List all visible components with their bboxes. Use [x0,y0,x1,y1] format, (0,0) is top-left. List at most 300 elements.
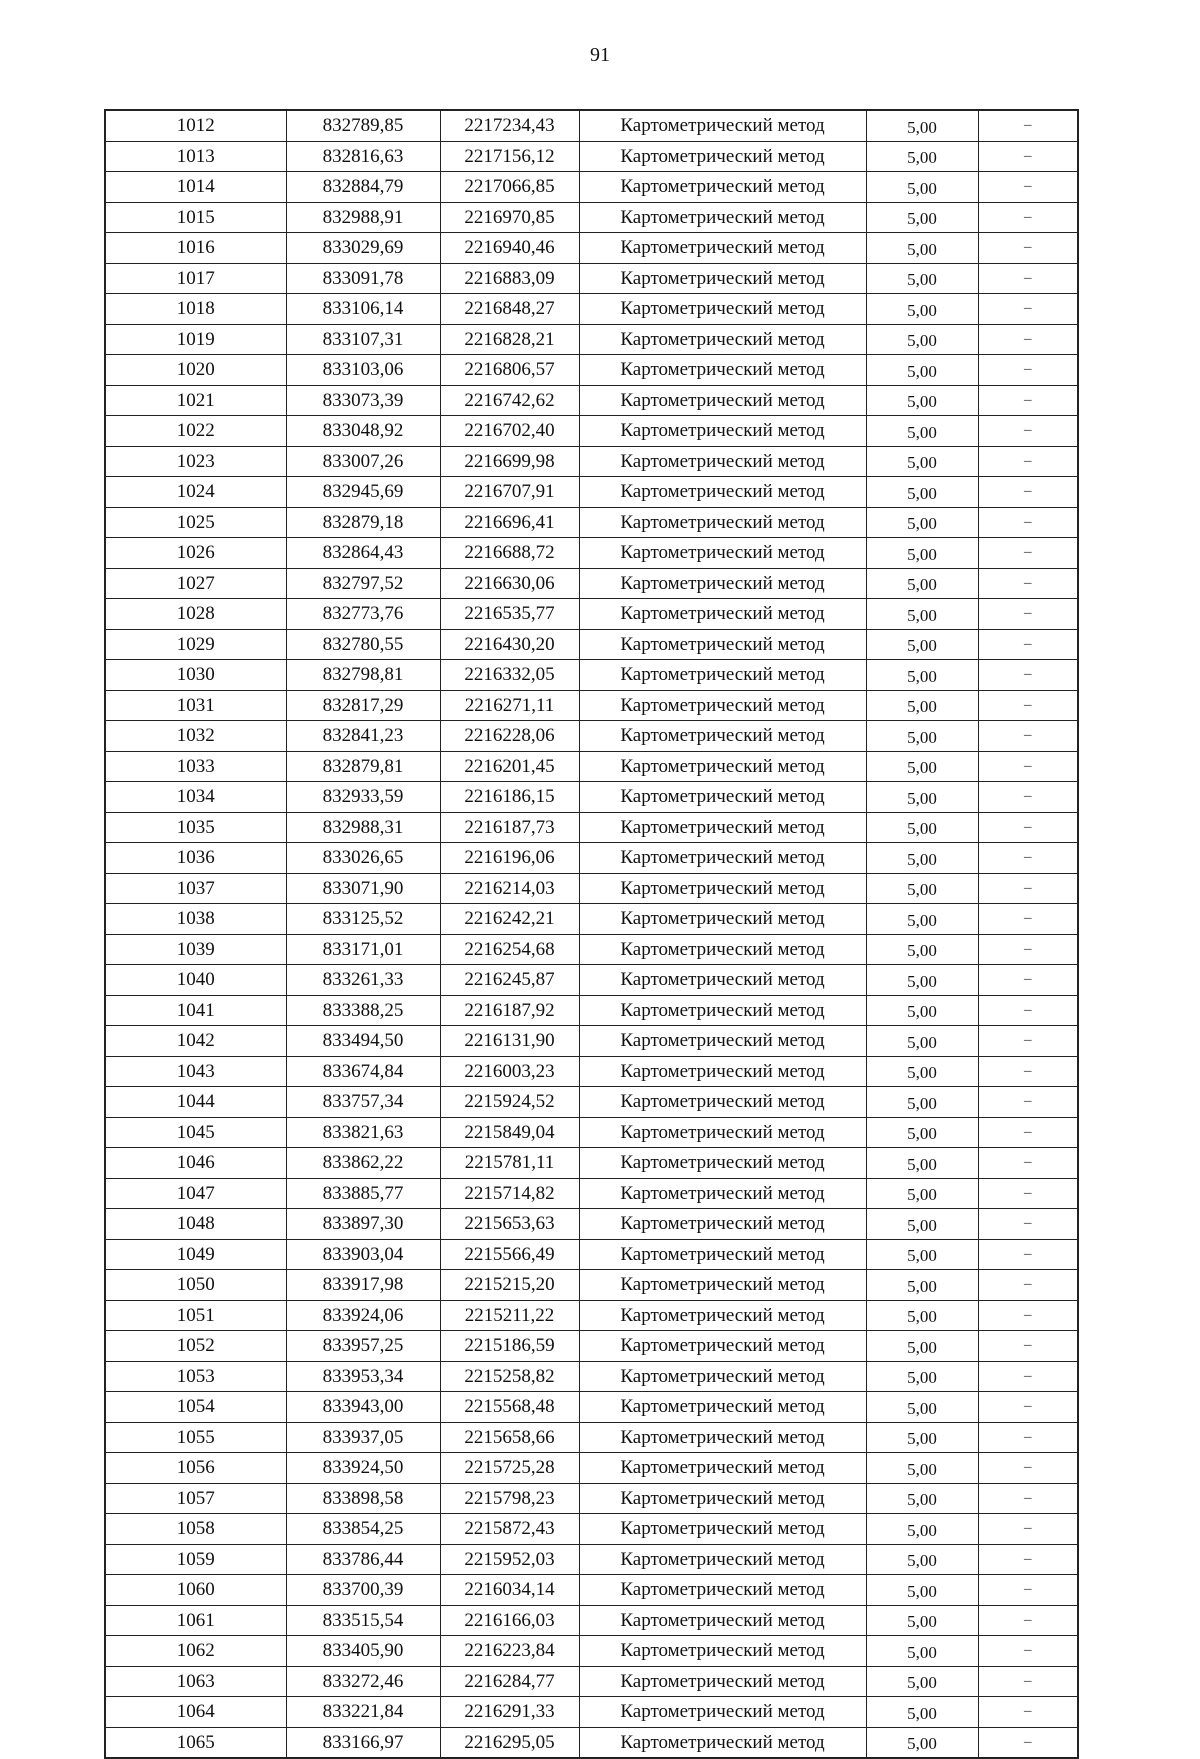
cell-precision: 5,00 [866,507,978,538]
cell-note: – [978,1422,1078,1453]
cell-method: Картометрический метод [579,110,866,141]
cell-coord-x: 833943,00 [286,1392,440,1423]
cell-note: – [978,1026,1078,1057]
table-row [105,110,1078,141]
cell-coord-x: 832773,76 [286,599,440,630]
table-row [105,507,1078,538]
cell-method: Картометрический метод [579,721,866,752]
table-row [105,263,1078,294]
cell-note: – [978,660,1078,691]
cell-note: – [978,110,1078,141]
table-row [105,1575,1078,1606]
cell-coord-x: 833700,39 [286,1575,440,1606]
cell-precision: 5,00 [866,1422,978,1453]
cell-point-number: 1046 [105,1148,286,1179]
cell-note: – [978,1697,1078,1728]
cell-point-number: 1017 [105,263,286,294]
cell-precision: 5,00 [866,721,978,752]
cell-method: Картометрический метод [579,1392,866,1423]
cell-precision: 5,00 [866,873,978,904]
cell-coord-x: 832798,81 [286,660,440,691]
cell-point-number: 1030 [105,660,286,691]
cell-coord-x: 833007,26 [286,446,440,477]
cell-precision: 5,00 [866,751,978,782]
cell-coord-y: 2215924,52 [440,1087,579,1118]
cell-precision: 5,00 [866,1056,978,1087]
cell-coord-y: 2216707,91 [440,477,579,508]
cell-note: – [978,233,1078,264]
cell-note: – [978,1392,1078,1423]
cell-point-number: 1057 [105,1483,286,1514]
cell-method: Картометрический метод [579,355,866,386]
cell-point-number: 1060 [105,1575,286,1606]
cell-coord-y: 2216940,46 [440,233,579,264]
cell-method: Картометрический метод [579,1727,866,1758]
table-row [105,1026,1078,1057]
cell-method: Картометрический метод [579,1026,866,1057]
cell-point-number: 1037 [105,873,286,904]
cell-method: Картометрический метод [579,568,866,599]
cell-precision: 5,00 [866,1148,978,1179]
cell-method: Картометрический метод [579,1361,866,1392]
cell-coord-y: 2217156,12 [440,141,579,172]
cell-point-number: 1027 [105,568,286,599]
cell-coord-y: 2216806,57 [440,355,579,386]
table-row [105,690,1078,721]
table-row [105,233,1078,264]
cell-precision: 5,00 [866,355,978,386]
cell-coord-x: 833898,58 [286,1483,440,1514]
table-row [105,355,1078,386]
cell-coord-x: 833957,25 [286,1331,440,1362]
cell-coord-x: 833106,14 [286,294,440,325]
cell-coord-x: 833272,46 [286,1666,440,1697]
cell-coord-y: 2215725,28 [440,1453,579,1484]
cell-method: Картометрический метод [579,294,866,325]
cell-coord-y: 2216848,27 [440,294,579,325]
cell-method: Картометрический метод [579,1270,866,1301]
cell-coord-x: 833103,06 [286,355,440,386]
cell-coord-y: 2216034,14 [440,1575,579,1606]
table-row [105,385,1078,416]
table-row [105,294,1078,325]
cell-method: Картометрический метод [579,1117,866,1148]
cell-precision: 5,00 [866,324,978,355]
cell-method: Картометрический метод [579,934,866,965]
cell-coord-x: 833515,54 [286,1605,440,1636]
cell-coord-x: 832816,63 [286,141,440,172]
cell-coord-x: 833071,90 [286,873,440,904]
cell-point-number: 1059 [105,1544,286,1575]
cell-coord-y: 2215658,66 [440,1422,579,1453]
cell-coord-y: 2216696,41 [440,507,579,538]
cell-method: Картометрический метод [579,660,866,691]
cell-precision: 5,00 [866,995,978,1026]
table-row [105,1514,1078,1545]
cell-note: – [978,1300,1078,1331]
cell-point-number: 1029 [105,629,286,660]
cell-precision: 5,00 [866,1239,978,1270]
cell-method: Картометрический метод [579,1148,866,1179]
cell-point-number: 1012 [105,110,286,141]
cell-coord-x: 833757,34 [286,1087,440,1118]
cell-method: Картометрический метод [579,385,866,416]
cell-point-number: 1025 [105,507,286,538]
cell-coord-x: 832817,29 [286,690,440,721]
cell-note: – [978,1544,1078,1575]
cell-note: – [978,324,1078,355]
cell-note: – [978,873,1078,904]
cell-method: Картометрический метод [579,416,866,447]
cell-method: Картометрический метод [579,1422,866,1453]
cell-note: – [978,1666,1078,1697]
cell-point-number: 1035 [105,812,286,843]
cell-precision: 5,00 [866,1209,978,1240]
cell-coord-y: 2215258,82 [440,1361,579,1392]
cell-note: – [978,1727,1078,1758]
cell-coord-x: 833924,06 [286,1300,440,1331]
cell-note: – [978,1453,1078,1484]
cell-coord-y: 2216242,21 [440,904,579,935]
cell-note: – [978,599,1078,630]
table-row [105,1483,1078,1514]
cell-coord-y: 2216223,84 [440,1636,579,1667]
cell-method: Картометрический метод [579,965,866,996]
cell-point-number: 1051 [105,1300,286,1331]
cell-point-number: 1034 [105,782,286,813]
cell-precision: 5,00 [866,812,978,843]
cell-precision: 5,00 [866,1361,978,1392]
cell-coord-x: 832945,69 [286,477,440,508]
cell-precision: 5,00 [866,1575,978,1606]
cell-coord-x: 833937,05 [286,1422,440,1453]
cell-point-number: 1052 [105,1331,286,1362]
cell-note: – [978,1270,1078,1301]
cell-coord-y: 2215215,20 [440,1270,579,1301]
cell-precision: 5,00 [866,1178,978,1209]
cell-method: Картометрический метод [579,1666,866,1697]
cell-point-number: 1058 [105,1514,286,1545]
cell-coord-x: 832797,52 [286,568,440,599]
table-row [105,1636,1078,1667]
table-row [105,934,1078,965]
cell-coord-x: 833166,97 [286,1727,440,1758]
cell-coord-y: 2215566,49 [440,1239,579,1270]
table-row [105,599,1078,630]
cell-coord-y: 2215781,11 [440,1148,579,1179]
cell-method: Картометрический метод [579,1605,866,1636]
cell-coord-y: 2216254,68 [440,934,579,965]
cell-coord-y: 2216970,85 [440,202,579,233]
cell-note: – [978,355,1078,386]
cell-note: – [978,1087,1078,1118]
cell-precision: 5,00 [866,416,978,447]
cell-point-number: 1050 [105,1270,286,1301]
cell-coord-y: 2216332,05 [440,660,579,691]
cell-method: Картометрический метод [579,1087,866,1118]
cell-point-number: 1015 [105,202,286,233]
cell-coord-y: 2215653,63 [440,1209,579,1240]
cell-point-number: 1032 [105,721,286,752]
table-row [105,538,1078,569]
cell-precision: 5,00 [866,934,978,965]
cell-precision: 5,00 [866,1392,978,1423]
cell-coord-y: 2216187,92 [440,995,579,1026]
cell-precision: 5,00 [866,1697,978,1728]
cell-point-number: 1021 [105,385,286,416]
cell-method: Картометрический метод [579,904,866,935]
cell-coord-y: 2216228,06 [440,721,579,752]
cell-precision: 5,00 [866,1544,978,1575]
cell-note: – [978,904,1078,935]
cell-coord-y: 2216245,87 [440,965,579,996]
cell-precision: 5,00 [866,1026,978,1057]
coordinates-table [104,109,1079,1759]
cell-note: – [978,263,1078,294]
cell-note: – [978,1178,1078,1209]
cell-precision: 5,00 [866,904,978,935]
cell-note: – [978,1148,1078,1179]
cell-method: Картометрический метод [579,324,866,355]
cell-coord-y: 2215714,82 [440,1178,579,1209]
cell-coord-y: 2216742,62 [440,385,579,416]
cell-precision: 5,00 [866,1514,978,1545]
cell-method: Картометрический метод [579,690,866,721]
cell-coord-x: 833091,78 [286,263,440,294]
table-row [105,751,1078,782]
table-row [105,629,1078,660]
cell-precision: 5,00 [866,1087,978,1118]
cell-method: Картометрический метод [579,446,866,477]
table-row [105,416,1078,447]
table-row [105,873,1078,904]
cell-method: Картометрический метод [579,1056,866,1087]
cell-note: – [978,507,1078,538]
cell-coord-x: 833171,01 [286,934,440,965]
cell-precision: 5,00 [866,233,978,264]
cell-method: Картометрический метод [579,751,866,782]
cell-point-number: 1016 [105,233,286,264]
cell-precision: 5,00 [866,1300,978,1331]
table-row [105,1727,1078,1758]
cell-coord-y: 2216271,11 [440,690,579,721]
cell-coord-y: 2216295,05 [440,1727,579,1758]
cell-coord-x: 833107,31 [286,324,440,355]
cell-precision: 5,00 [866,294,978,325]
cell-coord-x: 833221,84 [286,1697,440,1728]
cell-coord-x: 832884,79 [286,172,440,203]
table-row [105,202,1078,233]
cell-point-number: 1038 [105,904,286,935]
table-row [105,1331,1078,1362]
cell-coord-x: 832879,18 [286,507,440,538]
table-row [105,965,1078,996]
cell-point-number: 1049 [105,1239,286,1270]
cell-note: – [978,843,1078,874]
cell-precision: 5,00 [866,690,978,721]
cell-precision: 5,00 [866,110,978,141]
cell-precision: 5,00 [866,660,978,691]
cell-method: Картометрический метод [579,599,866,630]
cell-note: – [978,1056,1078,1087]
cell-point-number: 1063 [105,1666,286,1697]
cell-coord-y: 2216166,03 [440,1605,579,1636]
cell-note: – [978,965,1078,996]
cell-point-number: 1061 [105,1605,286,1636]
cell-coord-y: 2216291,33 [440,1697,579,1728]
cell-precision: 5,00 [866,202,978,233]
cell-coord-y: 2216688,72 [440,538,579,569]
cell-coord-y: 2216284,77 [440,1666,579,1697]
cell-method: Картометрический метод [579,477,866,508]
cell-note: – [978,1239,1078,1270]
cell-coord-y: 2217066,85 [440,172,579,203]
cell-coord-x: 833953,34 [286,1361,440,1392]
cell-method: Картометрический метод [579,1697,866,1728]
cell-coord-x: 832879,81 [286,751,440,782]
cell-point-number: 1048 [105,1209,286,1240]
table-row [105,1697,1078,1728]
cell-precision: 5,00 [866,141,978,172]
cell-point-number: 1064 [105,1697,286,1728]
cell-precision: 5,00 [866,1605,978,1636]
cell-coord-x: 833903,04 [286,1239,440,1270]
table-row [105,843,1078,874]
cell-coord-y: 2215798,23 [440,1483,579,1514]
cell-coord-y: 2216883,09 [440,263,579,294]
cell-note: – [978,721,1078,752]
cell-note: – [978,1209,1078,1240]
cell-method: Картометрический метод [579,1483,866,1514]
table-row [105,1422,1078,1453]
cell-note: – [978,995,1078,1026]
table-row [105,995,1078,1026]
cell-note: – [978,1483,1078,1514]
table-row [105,1239,1078,1270]
cell-note: – [978,568,1078,599]
cell-coord-y: 2216630,06 [440,568,579,599]
cell-coord-x: 832789,85 [286,110,440,141]
table-row [105,1056,1078,1087]
table-row [105,904,1078,935]
cell-precision: 5,00 [866,1453,978,1484]
cell-coord-y: 2215872,43 [440,1514,579,1545]
cell-coord-x: 832988,31 [286,812,440,843]
cell-coord-x: 833897,30 [286,1209,440,1240]
cell-coord-y: 2216535,77 [440,599,579,630]
cell-method: Картометрический метод [579,538,866,569]
cell-precision: 5,00 [866,1666,978,1697]
table-row [105,1178,1078,1209]
cell-note: – [978,629,1078,660]
cell-coord-y: 2216003,23 [440,1056,579,1087]
cell-precision: 5,00 [866,538,978,569]
cell-point-number: 1043 [105,1056,286,1087]
table-row [105,812,1078,843]
cell-note: – [978,1331,1078,1362]
cell-method: Картометрический метод [579,873,866,904]
table-row [105,1361,1078,1392]
cell-method: Картометрический метод [579,1178,866,1209]
cell-precision: 5,00 [866,965,978,996]
cell-point-number: 1047 [105,1178,286,1209]
table-row [105,1453,1078,1484]
table-row [105,660,1078,691]
cell-note: – [978,172,1078,203]
table-row [105,1270,1078,1301]
cell-point-number: 1031 [105,690,286,721]
cell-note: – [978,538,1078,569]
cell-coord-x: 833924,50 [286,1453,440,1484]
cell-note: – [978,1361,1078,1392]
cell-coord-x: 833073,39 [286,385,440,416]
cell-note: – [978,202,1078,233]
cell-coord-y: 2215186,59 [440,1331,579,1362]
cell-coord-y: 2216699,98 [440,446,579,477]
cell-point-number: 1065 [105,1727,286,1758]
cell-coord-y: 2215952,03 [440,1544,579,1575]
table-row [105,1087,1078,1118]
cell-precision: 5,00 [866,568,978,599]
cell-point-number: 1033 [105,751,286,782]
cell-precision: 5,00 [866,782,978,813]
page-number: 91 [590,44,610,66]
cell-precision: 5,00 [866,629,978,660]
cell-coord-y: 2216131,90 [440,1026,579,1057]
cell-coord-x: 832864,43 [286,538,440,569]
cell-coord-x: 833388,25 [286,995,440,1026]
cell-point-number: 1062 [105,1636,286,1667]
cell-coord-y: 2216186,15 [440,782,579,813]
cell-point-number: 1044 [105,1087,286,1118]
cell-point-number: 1042 [105,1026,286,1057]
cell-point-number: 1039 [105,934,286,965]
cell-method: Картометрический метод [579,782,866,813]
cell-point-number: 1019 [105,324,286,355]
cell-precision: 5,00 [866,1727,978,1758]
cell-point-number: 1023 [105,446,286,477]
cell-point-number: 1053 [105,1361,286,1392]
cell-point-number: 1056 [105,1453,286,1484]
table-row [105,1666,1078,1697]
table-row [105,324,1078,355]
cell-point-number: 1041 [105,995,286,1026]
cell-coord-x: 833125,52 [286,904,440,935]
cell-coord-y: 2216828,21 [440,324,579,355]
cell-coord-x: 832933,59 [286,782,440,813]
cell-note: – [978,446,1078,477]
cell-point-number: 1036 [105,843,286,874]
cell-note: – [978,1514,1078,1545]
cell-point-number: 1013 [105,141,286,172]
cell-method: Картометрический метод [579,141,866,172]
cell-coord-x: 832780,55 [286,629,440,660]
table-row [105,446,1078,477]
cell-method: Картометрический метод [579,263,866,294]
cell-point-number: 1028 [105,599,286,630]
cell-method: Картометрический метод [579,1453,866,1484]
cell-note: – [978,782,1078,813]
cell-note: – [978,385,1078,416]
cell-precision: 5,00 [866,1483,978,1514]
cell-coord-x: 833885,77 [286,1178,440,1209]
table-row [105,568,1078,599]
cell-method: Картометрический метод [579,1300,866,1331]
cell-method: Картометрический метод [579,1331,866,1362]
table-row [105,1392,1078,1423]
cell-coord-x: 833786,44 [286,1544,440,1575]
cell-method: Картометрический метод [579,1514,866,1545]
